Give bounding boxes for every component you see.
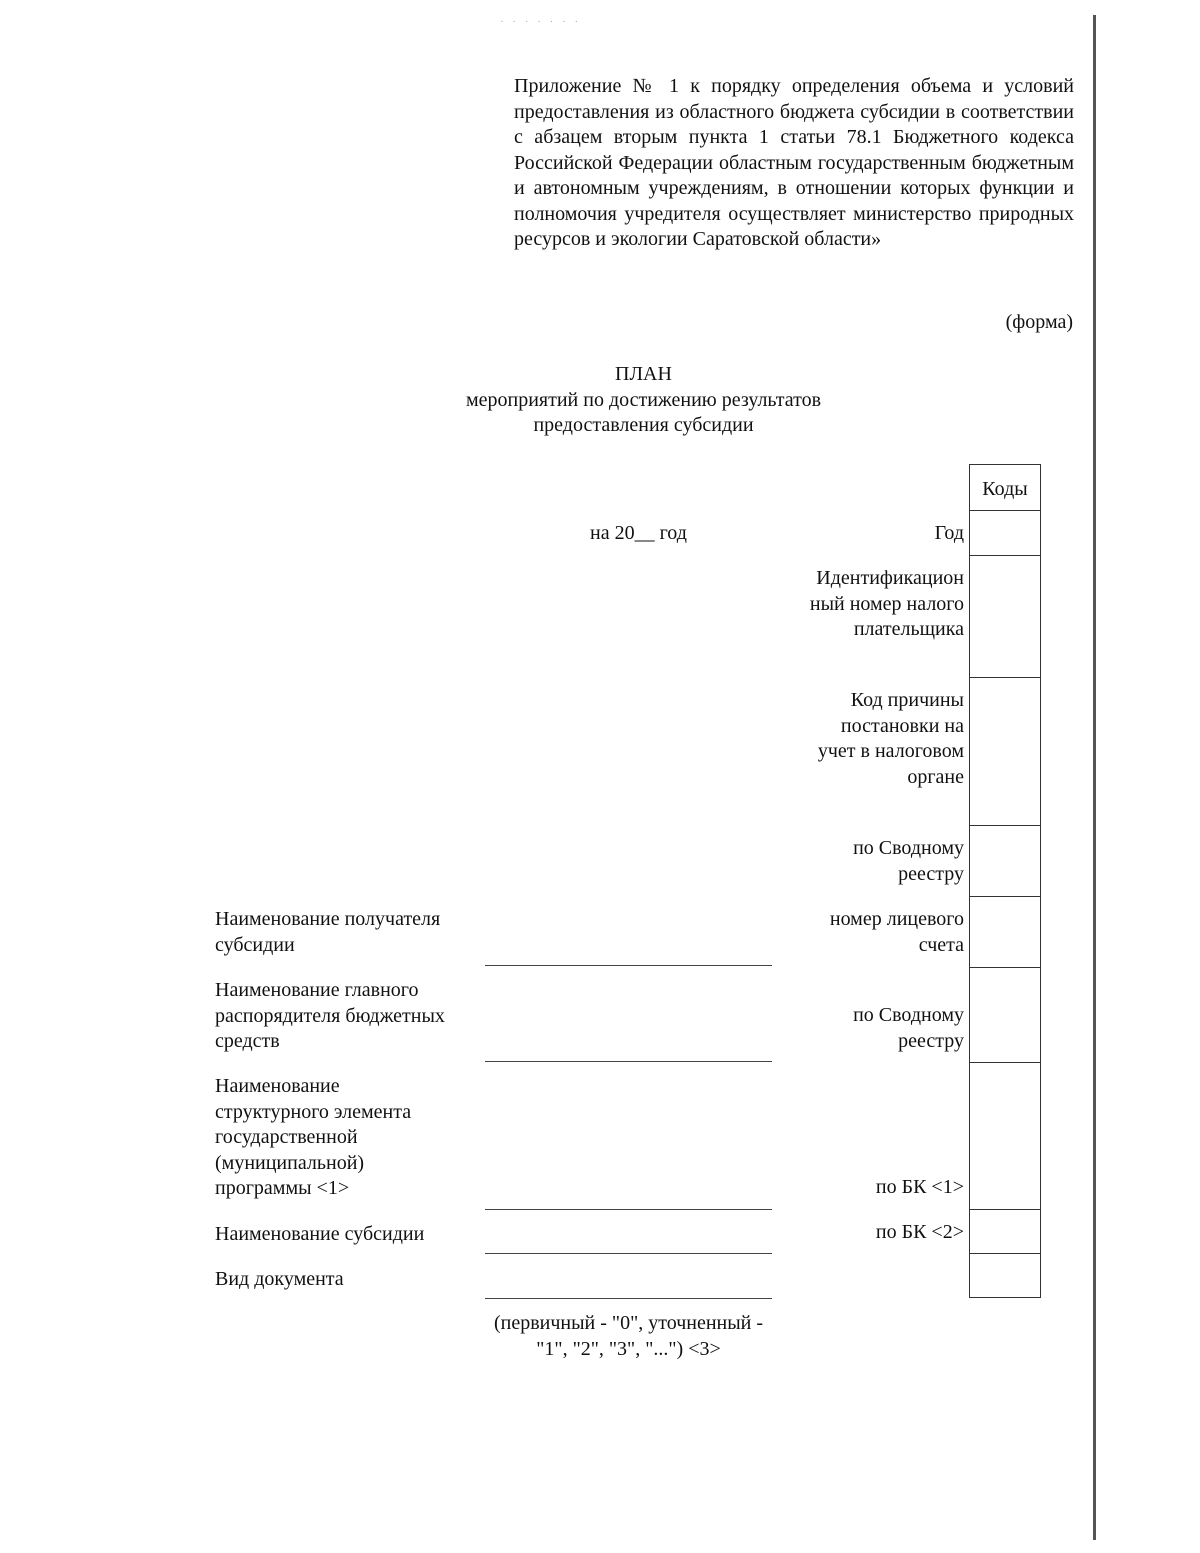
codes-table [969,464,1041,1298]
code-cell-bk-1[interactable] [970,1062,1040,1209]
code-cell-doc-type[interactable] [970,1253,1040,1297]
code-label-registry-1: по Сводному реестру [853,837,964,885]
title-plan: ПЛАН [615,363,672,385]
code-label-inn: Идентификационный номер налогоплательщика [809,567,964,640]
code-cell-inn[interactable] [970,555,1040,677]
field-line-subsidy[interactable] [485,1253,772,1254]
field-label-recipient: Наименование получателя субсидии [215,908,441,956]
title-subtitle-1: мероприятий по достижению результатов [465,388,822,411]
year-line: на 20__ год [590,522,687,544]
page-edge-rule [1093,15,1096,1540]
code-label-kpp: Код причины постановки на учет в налоговом органе [817,689,964,788]
doc-type-note: (первичный - "0", уточненный - "1", "2", "3", "...") <3> [493,1312,764,1360]
appendix-header: Приложение № 1 к порядку определения объема и условий предоставления из областного бюджета субсидии в соответствии с абзацем вторым пункта 1 статьи 78.1 Бюджетного кодекса Российской Федерации областным государственным бюджетным и автономным учреждениям, в отношении которых функции и полномочия учредителя осуществляет министерство природных ресурсов и экологии Саратовской области» [514,75,1074,250]
field-label-doc-type: Вид документа [215,1268,344,1290]
field-label-main-manager: Наименование главного распорядителя бюджетных средств [215,979,445,1052]
form-note: (форма) [1005,311,1073,333]
scan-artifact: · · · · · · · [500,16,582,28]
code-label-account: номер лицевого счета [829,908,964,956]
code-label-registry-2: по Сводному реестру [853,1004,964,1052]
title-subtitle-2: предоставления субсидии [533,414,754,436]
code-cell-year[interactable] [970,510,1040,555]
field-line-recipient[interactable] [485,965,772,966]
code-cell-kpp[interactable] [970,677,1040,825]
document-title [380,362,907,439]
codes-header: Коды [982,478,1028,500]
code-label-bk-1: по БК <1> [875,1176,964,1198]
field-label-subsidy: Наименование субсидии [215,1223,425,1245]
code-cell-bk-2[interactable] [970,1209,1040,1253]
field-line-program-element[interactable] [485,1209,772,1210]
field-line-doc-type[interactable] [485,1298,772,1299]
field-line-main-manager[interactable] [485,1061,772,1062]
code-cell-registry-1[interactable] [970,825,1040,896]
code-label-bk-2: по БК <2> [875,1221,964,1243]
code-cell-account[interactable] [970,896,1040,967]
code-label-year: Год [934,522,964,544]
code-cell-registry-2[interactable] [970,967,1040,1062]
field-label-program-element: Наименование структурного элемента государственной (муниципальной) программы <1> [215,1075,412,1199]
